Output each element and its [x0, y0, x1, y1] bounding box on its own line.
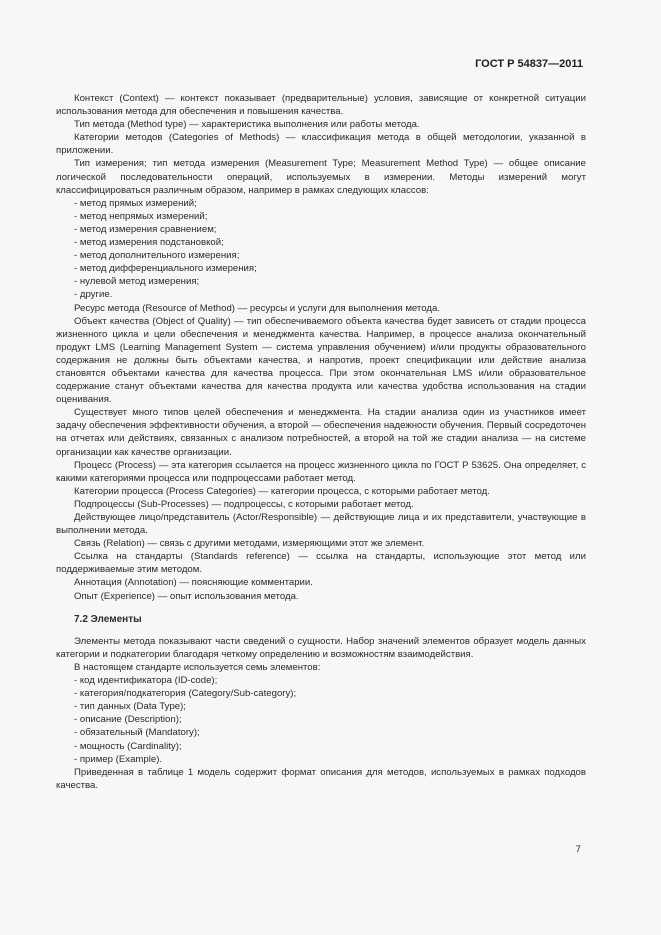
paragraph-process: Процесс (Process) — эта категория ссылается на процесс жизненного цикла по ГОСТ Р 53625. Она определяет, с какими категориями процесса или подпроцессами работает метод. [56, 459, 586, 484]
paragraph-method-type: Тип метода (Method type) — характеристика выполнения или работы метода. [74, 119, 420, 131]
elements-list [56, 674, 586, 766]
paragraph-process-categories: Категории процесса (Process Categories) — категории процесса, с которыми работает метод. [74, 485, 490, 497]
paragraph-object-of-quality: Объект качества (Object of Quality) — тип обеспечиваемого объекта качества будет зависеть от стадии процесса жизненного цикла и цели обеспечения и менеджмента качества. Например, в процессе анализа окончательный продукт LMS (Learning Management System — система управления обучением) и/или продукты образовательного содержания не должны быть объектами качества, и напротив, проект спецификации или действие анализа становятся объектами качества для качества процесса. При этом окончательная LMS и/или образовательное содержание станут объектами качества для качества продукта или качества удобства использования на стадии оценивания. [56, 315, 586, 406]
list-item: - категория/подкатегория (Category/Sub-category); [74, 688, 297, 700]
list-item: - мощность (Cardinality); [74, 740, 182, 752]
list-item: - другие. [74, 289, 113, 301]
list-item: - нулевой метод измерения; [74, 276, 200, 288]
paragraph-table-reference: Приведенная в таблице 1 модель содержит формат описания для методов, используемых в рамках подходов качества. [56, 766, 586, 791]
paragraph-experience: Опыт (Experience) — опыт использования метода. [74, 590, 299, 602]
list-item: - тип данных (Data Type); [74, 701, 186, 713]
standard-header: ГОСТ Р 54837—2011 [475, 58, 583, 70]
paragraph-relation: Связь (Relation) — связь с другими методами, измеряющими этот же элемент. [74, 538, 425, 550]
list-item: - обязательный (Mandatory); [74, 727, 200, 739]
paragraph-actor: Действующее лицо/представитель (Actor/Responsible) — действующие лица и их представители, участвующие в выполнении метода. [56, 512, 586, 537]
list-item: - метод дополнительного измерения; [74, 250, 240, 262]
paragraph-resource: Ресурс метода (Resource of Method) — ресурсы и услуги для выполнения метода. [74, 302, 440, 314]
list-item: - метод дифференциального измерения; [74, 263, 257, 275]
document-body [56, 92, 586, 792]
paragraph-sub-processes: Подпроцессы (Sub-Processes) — подпроцессы, с которыми работает метод. [74, 498, 414, 510]
paragraph-elements-intro: Элементы метода показывают части сведений о сущности. Набор значений элементов образует модель данных категории и подкатегории благодаря четкому определению и возможностям взаимодействия. [56, 635, 586, 660]
list-item: - метод непрямых измерений; [74, 210, 208, 222]
paragraph-goal-types: Существует много типов целей обеспечения и менеджмента. На стадии анализа один из участников имеет задачу обеспечения эффективности обучения, а второй — обеспечения надежности обучения. Первый сосредоточен на отчетах или действиях, связанных с анализом потребностей, а второй на той же стадии анализа — на системе организации как качестве организации. [56, 407, 586, 458]
paragraph-categories: Категории методов (Categories of Methods) — классификация метода в общей методологии, указанной в приложении. [56, 132, 586, 157]
list-item: - метод измерения сравнением; [74, 223, 217, 235]
paragraph-standards-reference: Ссылка на стандарты (Standards reference) — ссылка на стандарты, использующие этот метод или поддерживаемые этим методом. [56, 551, 586, 576]
paragraph-measurement-type: Тип измерения; тип метода измерения (Measurement Type; Measurement Method Type) — общее описание логической последовательности операций, используемых в измерении. Методы измерений могут классифицироваться различным образом, например в рамках следующих классов: [56, 158, 586, 196]
list-item: - описание (Description); [74, 714, 182, 726]
paragraph-annotation: Аннотация (Annotation) — поясняющие комментарии. [74, 577, 313, 589]
list-item: - пример (Example). [74, 753, 163, 765]
paragraph-elements-list-intro: В настоящем стандарте используется семь элементов: [74, 661, 321, 673]
list-item: - метод измерения подстановкой; [74, 237, 224, 249]
list-item: - код идентификатора (ID-code); [74, 675, 218, 687]
list-item: - метод прямых измерений; [74, 197, 197, 209]
paragraph-context: Контекст (Context) — контекст показывает (предварительные) условия, зависящие от конкретной ситуации использования метода для обеспечения и повышения качества. [56, 93, 586, 118]
section-title: 7.2 Элементы [74, 613, 142, 625]
page-number: 7 [575, 844, 581, 855]
measurement-classes-list [56, 197, 586, 302]
